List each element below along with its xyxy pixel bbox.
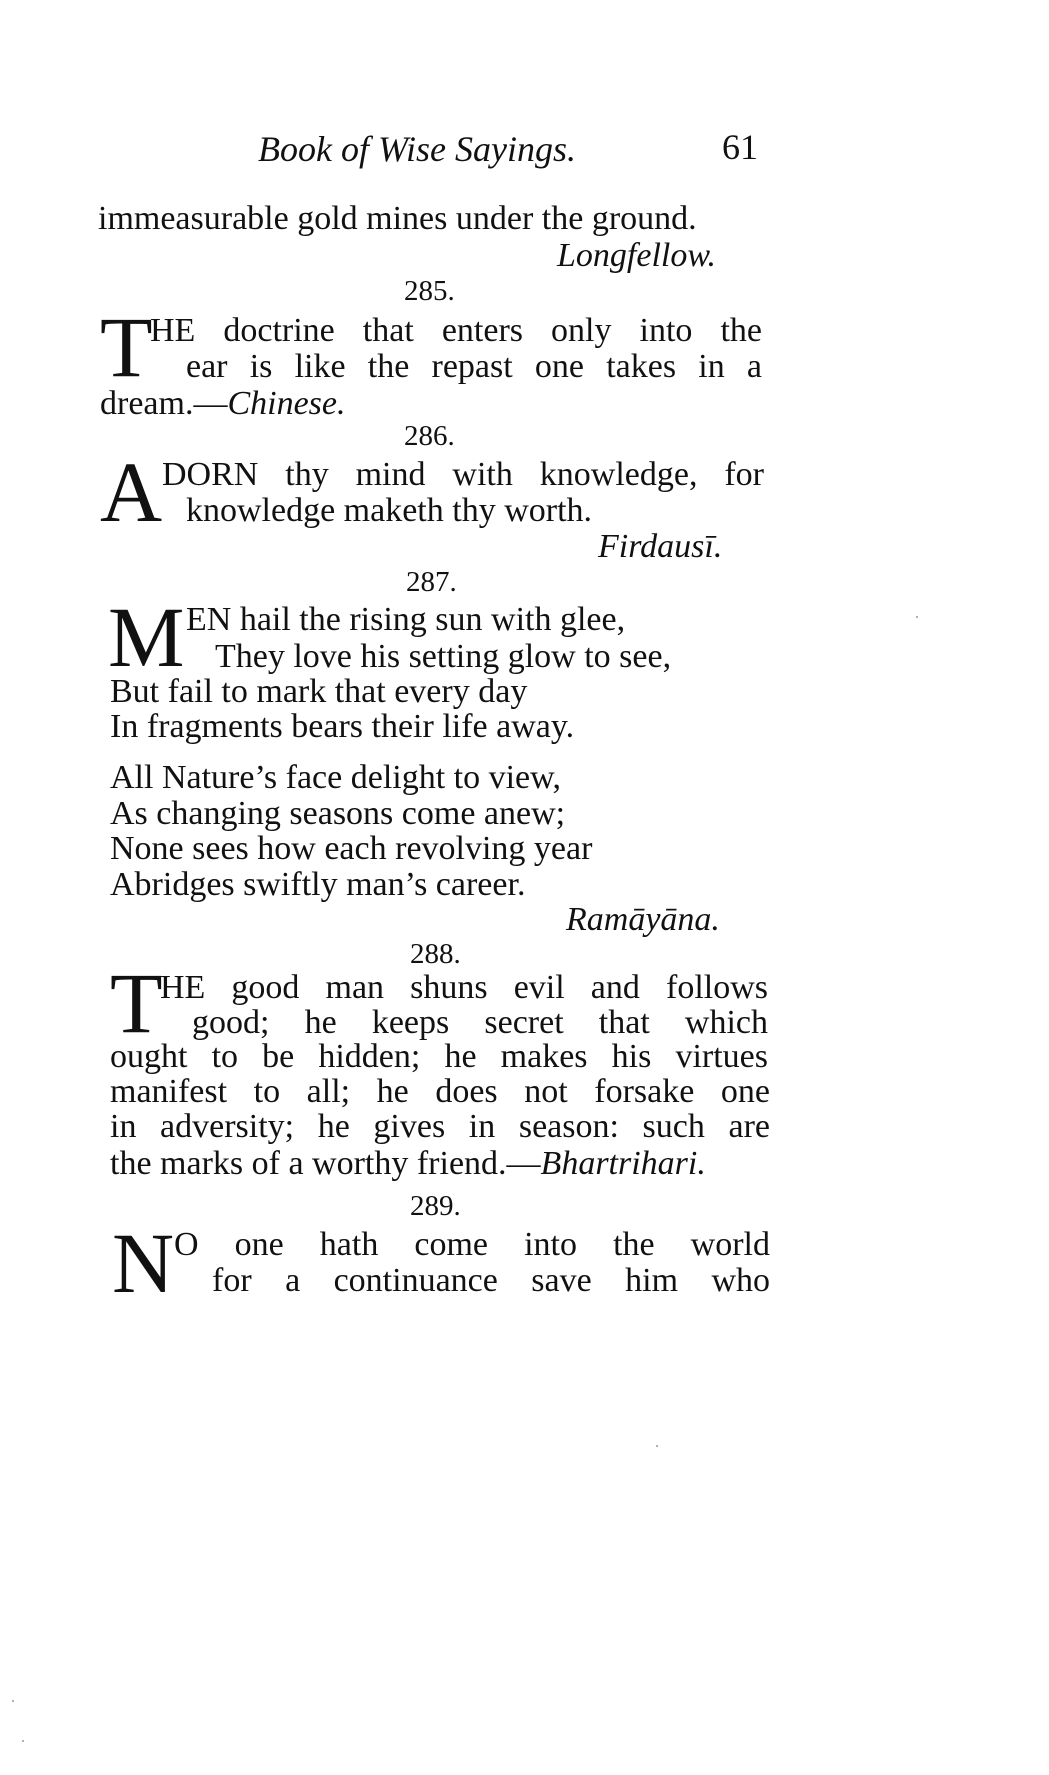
drop-cap-285: T bbox=[100, 299, 153, 395]
paper-speck bbox=[656, 1445, 658, 1447]
entry-287-line-8: Abridges swiftly man’s career. bbox=[110, 866, 526, 903]
continuation-attribution: Longfellow. bbox=[557, 237, 716, 274]
entry-289-line-1: O one hath come into the world bbox=[174, 1226, 770, 1263]
drop-cap-286: A bbox=[100, 444, 163, 540]
entry-289-line-2: for a continuance save him who bbox=[212, 1262, 770, 1299]
paper-speck bbox=[916, 616, 918, 618]
entry-287-attribution: Ramāyāna. bbox=[566, 901, 720, 938]
entry-288-line-3: ought to be hidden; he makes his virtues bbox=[110, 1038, 768, 1075]
entry-number-287: 287. bbox=[406, 566, 457, 598]
entry-285-line-3-text: dream.— bbox=[100, 385, 228, 422]
paper-speck bbox=[22, 1740, 24, 1742]
entry-287-line-3: But fail to mark that every day bbox=[110, 673, 528, 710]
entry-288-attribution: Bhartrihari. bbox=[540, 1145, 706, 1182]
entry-number-289: 289. bbox=[410, 1190, 461, 1222]
entry-286-attribution: Firdausī. bbox=[598, 528, 723, 565]
entry-288-line-6 bbox=[110, 1145, 706, 1183]
entry-287-line-5: All Nature’s face delight to view, bbox=[110, 759, 561, 796]
drop-cap-288: T bbox=[110, 955, 163, 1051]
drop-cap-287: M bbox=[108, 589, 185, 685]
entry-285-line-1: HE doctrine that enters only into the bbox=[150, 312, 762, 349]
entry-number-288: 288. bbox=[410, 938, 461, 970]
page-number: 61 bbox=[722, 127, 758, 167]
entry-287-line-2: They love his setting glow to see, bbox=[215, 638, 672, 675]
entry-number-286: 286. bbox=[404, 420, 455, 452]
entry-287-line-4: In fragments bears their life away. bbox=[110, 708, 575, 745]
entry-285-line-3 bbox=[100, 385, 346, 423]
drop-cap-289: N bbox=[112, 1215, 175, 1311]
entry-288-line-5: in adversity; he gives in season: such are bbox=[110, 1108, 770, 1145]
entry-286-line-1: DORN thy mind with knowledge, for bbox=[162, 456, 764, 493]
entry-288-line-6-text: the marks of a worthy friend.— bbox=[110, 1145, 541, 1182]
entry-287-line-7: None sees how each revolving year bbox=[110, 830, 593, 867]
running-header-title: Book of Wise Sayings. bbox=[258, 129, 576, 169]
entry-285-attribution: Chinese. bbox=[227, 385, 346, 422]
entry-286-line-2: knowledge maketh thy worth. bbox=[186, 492, 593, 529]
continuation-line: immeasurable gold mines under the ground. bbox=[98, 200, 697, 237]
paper-speck bbox=[12, 1700, 14, 1702]
entry-288-line-2: good; he keeps secret that which bbox=[192, 1004, 768, 1041]
entry-288-line-1: HE good man shuns evil and follows bbox=[160, 969, 768, 1006]
entry-285-line-2: ear is like the repast one takes in a bbox=[186, 348, 762, 385]
entry-287-line-1: EN hail the rising sun with glee, bbox=[186, 601, 626, 638]
entry-288-line-4: manifest to all; he does not forsake one bbox=[110, 1073, 770, 1110]
entry-287-line-6: As changing seasons come anew; bbox=[110, 795, 566, 832]
entry-number-285: 285. bbox=[404, 275, 455, 307]
